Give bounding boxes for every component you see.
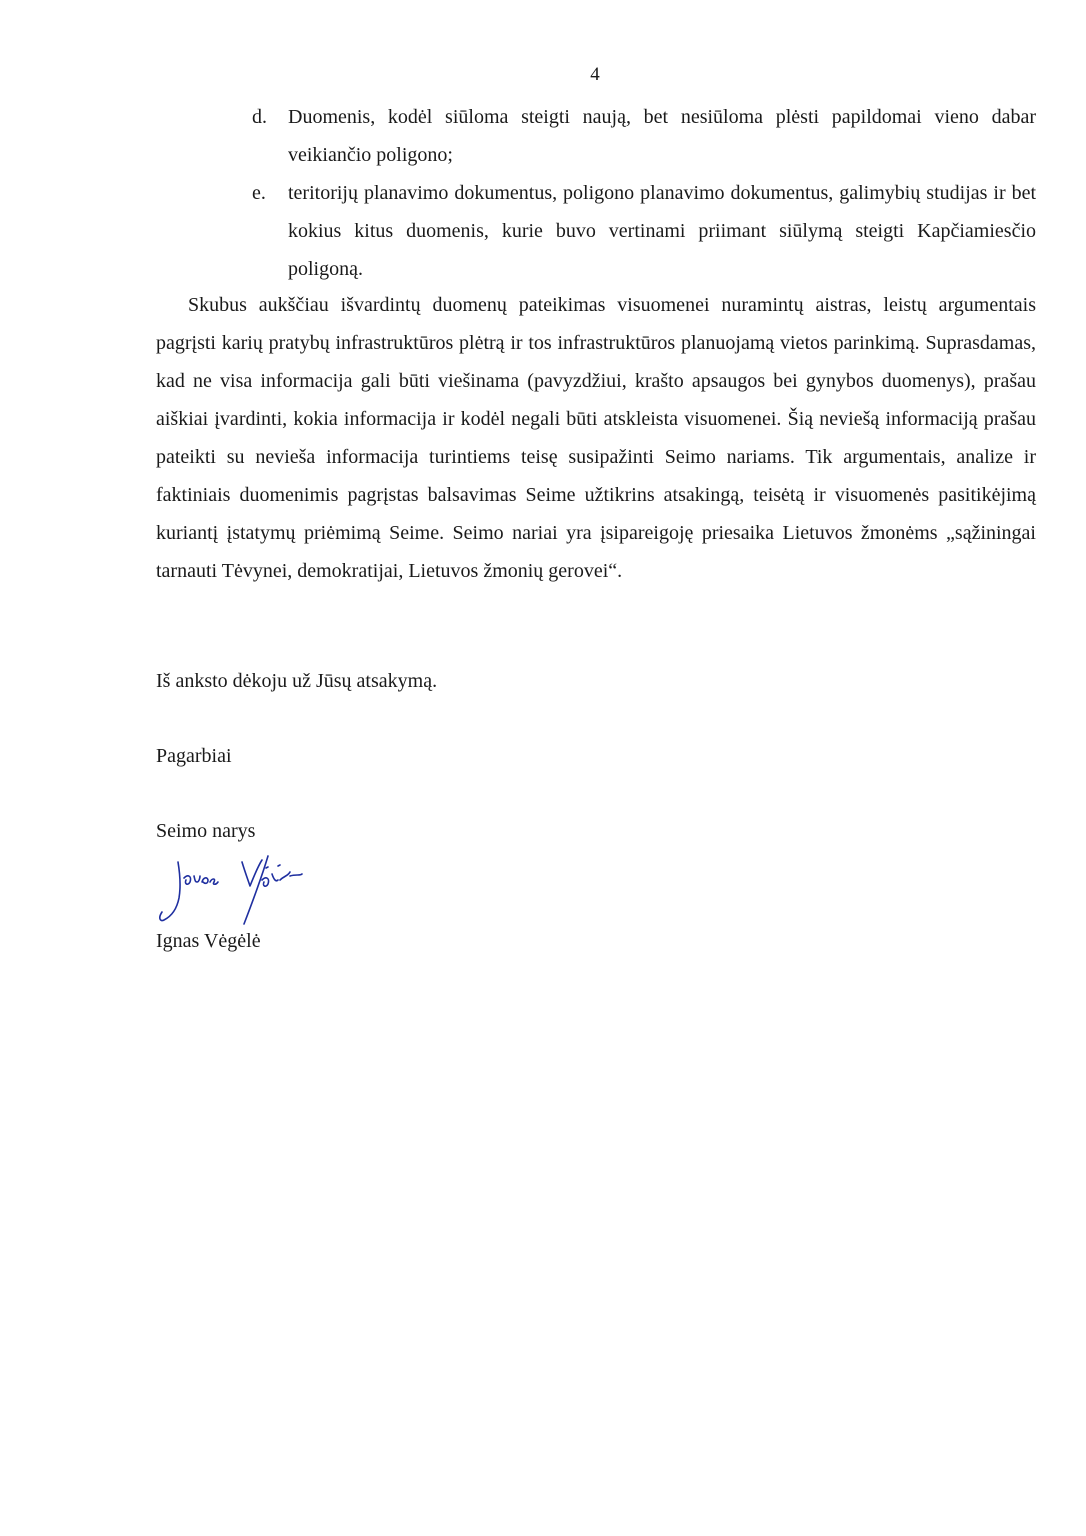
list-item-text: Duomenis, kodėl siūloma steigti naują, bet nesiūloma plėsti papildomai vieno dabar veikiančio poligono; <box>288 106 1036 166</box>
list-item <box>252 174 1036 288</box>
request-list <box>252 98 1036 288</box>
page-number: 4 <box>590 64 600 85</box>
closing-line: Pagarbiai <box>156 745 232 767</box>
thanks-line: Iš anksto dėkoju už Jūsų atsakymą. <box>156 670 438 692</box>
list-item <box>252 98 1036 174</box>
list-marker: d. <box>252 106 267 128</box>
list-item-text: teritorijų planavimo dokumentus, poligono planavimo dokumentus, galimybių studijas ir bet kokius kitus duomenis, kurie buvo vertinami priimant siūlymą steigti Kapčiamiesčio poligoną. <box>288 182 1036 280</box>
signer-name: Ignas Vėgėlė <box>156 930 261 952</box>
signer-role: Seimo narys <box>156 820 256 842</box>
body-paragraph: Skubus aukščiau išvardintų duomenų pateikimas visuomenei nuramintų aistras, leistų argumentais pagrįsti karių pratybų infrastruktūros plėtrą ir tos infrastruktūros planuojamą vietos parinkimą. Suprasdamas, kad ne visa informacija gali būti viešinama (pavyzdžiui, krašto apsaugos bei gynybos duomenys), prašau aiškiai įvardinti, kokia informacija ir kodėl negali būti atskleista visuomenei. Šią neviešą informaciją prašau pateikti su nevieša informacija turintiems teisę susipažinti Seimo nariams. Tik argumentais, analize ir faktiniais duomenimis pagrįstas balsavimas Seime užtikrins atsakingą, teisėtą ir visuomenės pasitikėjimą kuriantį įstatymų priėmimą Seime. Seimo nariai yra įsipareigoję priesaika Lietuvos žmonėms „sąžiningai tarnauti Tėvynei, demokratijai, Lietuvos žmonių gerovei“. <box>156 294 1036 582</box>
handwritten-signature <box>150 852 320 932</box>
list-marker: e. <box>252 182 266 204</box>
